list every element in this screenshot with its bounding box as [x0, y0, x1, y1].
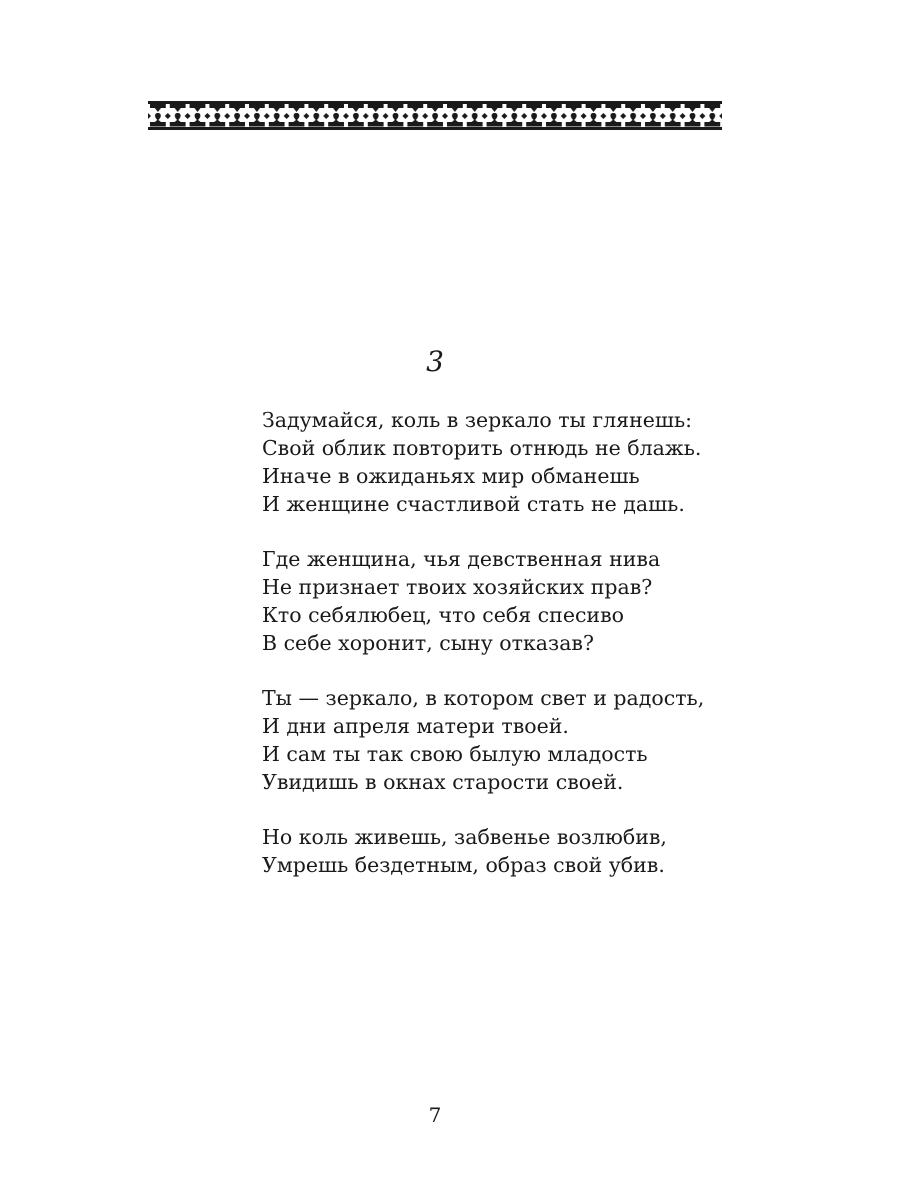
poem-line: И дни апреля матери твоей.: [262, 714, 569, 738]
poem-line: Но коль живешь, забвенье возлюбив,: [262, 825, 667, 849]
stanza: [262, 823, 704, 879]
stanza: [262, 684, 704, 796]
poem-line: Свой облик повторить отнюдь не блажь.: [262, 436, 702, 460]
poem-body: [262, 406, 704, 906]
poem-line: Умрешь бездетным, образ свой убив.: [262, 853, 665, 877]
poem-line: В себе хоронит, сыну отказав?: [262, 631, 594, 655]
stanza: [262, 406, 704, 518]
poem-line: Ты — зеркало, в котором свет и радость,: [262, 686, 705, 710]
poem-line: Где женщина, чья девственная нива: [262, 547, 661, 571]
poem-number: 3: [426, 345, 444, 378]
poem-line: И женщине счастливой стать не дашь.: [262, 492, 685, 516]
poem-line: Иначе в ожиданьях мир обманешь: [262, 464, 640, 488]
stanza: [262, 545, 704, 657]
page-number: 7: [428, 1103, 442, 1127]
poem-line: Задумайся, коль в зеркало ты глянешь:: [262, 408, 693, 432]
poem-line: Увидишь в окнах старости своей.: [262, 770, 624, 794]
poem-line: Кто себялюбец, что себя спесиво: [262, 603, 624, 627]
poem-line: И сам ты так свою былую младость: [262, 742, 648, 766]
poem-line: Не признает твоих хозяйских прав?: [262, 575, 653, 599]
decorative-border-ornament: [148, 101, 722, 130]
